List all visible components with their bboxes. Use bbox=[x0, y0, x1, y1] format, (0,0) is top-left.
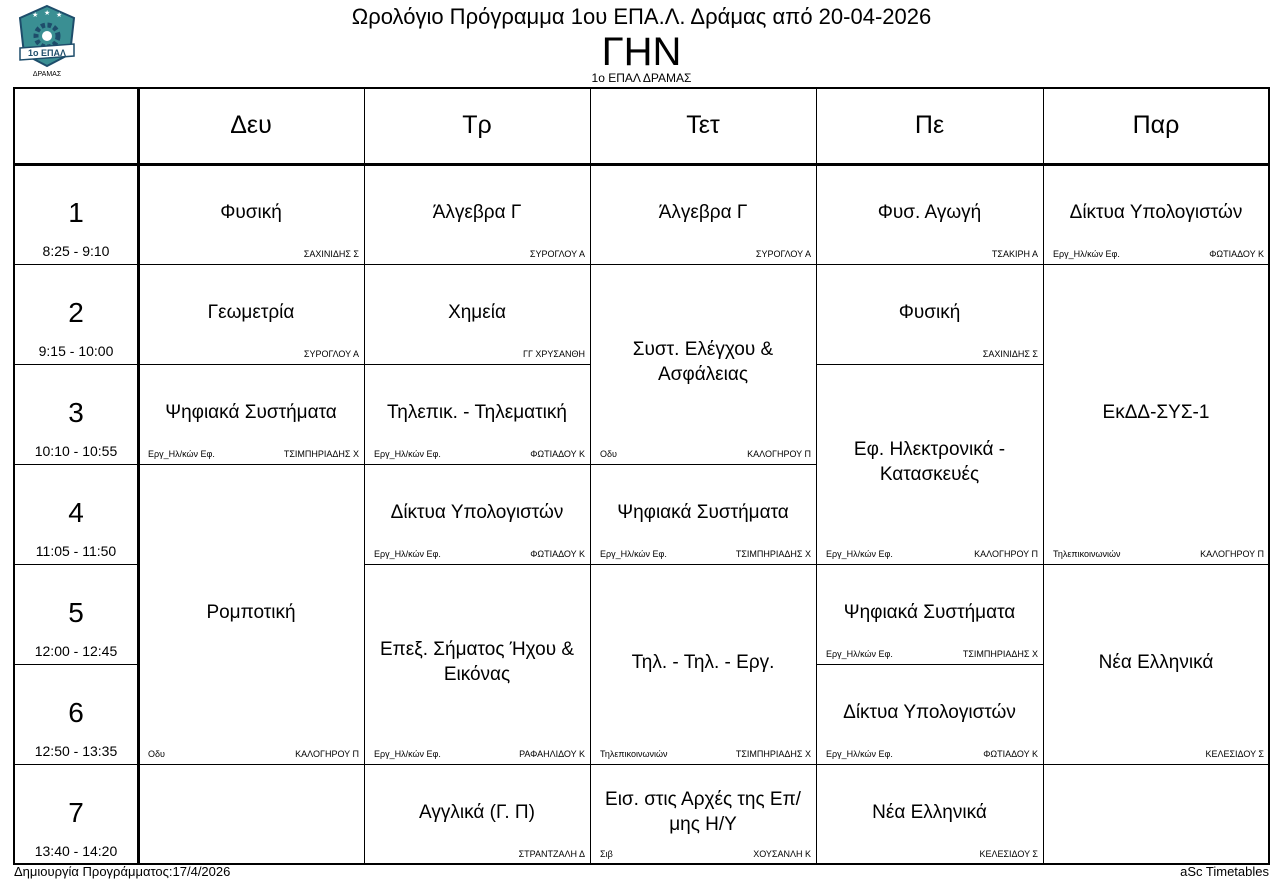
day-header: Τρ bbox=[462, 111, 492, 139]
lesson-cell bbox=[590, 764, 816, 864]
lesson-cell bbox=[364, 564, 590, 764]
lesson-room: Οδυ bbox=[148, 749, 165, 759]
period-time: 11:05 - 11:50 bbox=[35, 543, 117, 559]
lesson-teacher: ΣΤΡΑΝΤΖΑΛΗ Δ bbox=[518, 849, 585, 859]
lesson-room: Εργ_Ηλ/κών Εφ. bbox=[600, 549, 667, 559]
lesson-room: Σιβ bbox=[600, 849, 613, 859]
lesson-teacher: ΣΥΡΟΓΛΟΥ Α bbox=[529, 249, 585, 259]
lesson-teacher: ΣΑΧΙΝΙΔΗΣ Σ bbox=[303, 249, 359, 259]
lesson-teacher: ΚΑΛΟΓΗΡΟΥ Π bbox=[1200, 549, 1264, 559]
software-credit: aSc Timetables bbox=[1180, 864, 1269, 879]
lesson-room: Εργ_Ηλ/κών Εφ. bbox=[148, 449, 215, 459]
page-title: Ωρολόγιο Πρόγραμμα 1ου ΕΠΑ.Λ. Δράμας από 20-04-2026 bbox=[351, 4, 932, 29]
lesson-room: Εργ_Ηλ/κών Εφ. bbox=[826, 649, 893, 659]
lesson-room: Εργ_Ηλ/κών Εφ. bbox=[1053, 249, 1120, 259]
day-header: Τετ bbox=[686, 111, 720, 139]
period-row-divider bbox=[14, 464, 138, 465]
lesson-cell bbox=[816, 264, 1043, 364]
lesson-cell bbox=[816, 664, 1043, 764]
lesson-cell-border bbox=[364, 864, 590, 865]
lesson-cell bbox=[138, 364, 364, 464]
lesson-cell bbox=[364, 464, 590, 564]
lesson-teacher: ΣΑΧΙΝΙΔΗΣ Σ bbox=[982, 349, 1038, 359]
school-name: 1ο ΕΠΑΛ ΔΡΑΜΑΣ bbox=[591, 71, 692, 85]
lesson-subject: Τηλεπικ. - Τηλεματική bbox=[387, 402, 567, 423]
lesson-room: Εργ_Ηλ/κών Εφ. bbox=[374, 549, 441, 559]
period-number: 4 bbox=[68, 497, 84, 528]
lesson-cell bbox=[138, 764, 364, 864]
period-row-divider bbox=[14, 764, 138, 765]
lesson-subject: Συστ. Ελέγχου & Ασφάλειας bbox=[632, 339, 774, 385]
period-number: 7 bbox=[68, 797, 84, 828]
lesson-subject: Ψηφιακά Συστήματα bbox=[843, 602, 1016, 623]
day-header: Πε bbox=[914, 111, 945, 139]
lesson-teacher: ΤΣΑΚΙΡΗ Α bbox=[991, 249, 1038, 259]
lesson-cell bbox=[364, 164, 590, 264]
lesson-cell bbox=[816, 764, 1043, 864]
lesson-subject: Δίκτυα Υπολογιστών bbox=[390, 502, 564, 523]
period-time: 13:40 - 14:20 bbox=[34, 843, 118, 859]
lesson-cell bbox=[816, 164, 1043, 264]
lesson-teacher: ΦΩΤΙΑΔΟΥ Κ bbox=[530, 449, 585, 459]
lesson-teacher: ΓΓ ΧΡΥΣΑΝΘΗ bbox=[523, 349, 585, 359]
lesson-subject: Άλγεβρα Γ bbox=[658, 202, 748, 223]
lesson-teacher: ΤΣΙΜΠΗΡΙΑΔΗΣ Χ bbox=[735, 749, 811, 759]
lesson-subject: Ψηφιακά Συστήματα bbox=[165, 402, 337, 423]
lesson-subject: Φυσική bbox=[220, 202, 282, 223]
period-number: 3 bbox=[68, 397, 84, 428]
lesson-teacher: ΦΩΤΙΑΔΟΥ Κ bbox=[530, 549, 585, 559]
lesson-teacher: ΚΕΛΕΣΙΔΟΥ Σ bbox=[1205, 749, 1264, 759]
lesson-subject: Επεξ. Σήματος Ήχου & Εικόνας bbox=[379, 639, 575, 685]
lesson-cell bbox=[1043, 564, 1269, 764]
lesson-cell bbox=[590, 164, 816, 264]
lesson-teacher: ΤΣΙΜΠΗΡΙΑΔΗΣ Χ bbox=[283, 449, 359, 459]
lesson-cell bbox=[138, 464, 364, 764]
lesson-subject: Ρομποτική bbox=[206, 602, 296, 623]
lesson-subject: Φυσ. Αγωγή bbox=[877, 202, 982, 223]
lesson-subject: Νέα Ελληνικά bbox=[872, 802, 987, 823]
period-time: 12:50 - 13:35 bbox=[34, 743, 118, 759]
period-row-divider bbox=[14, 664, 138, 665]
period-row-divider bbox=[14, 564, 138, 565]
lesson-cell bbox=[364, 264, 590, 364]
lesson-subject: Αγγλικά (Γ. Π) bbox=[419, 802, 535, 823]
lesson-cell bbox=[1043, 164, 1269, 264]
lesson-room: Εργ_Ηλ/κών Εφ. bbox=[374, 449, 441, 459]
period-number: 1 bbox=[68, 197, 84, 228]
lesson-room: Εργ_Ηλ/κών Εφ. bbox=[374, 749, 441, 759]
lesson-subject: Τηλ. - Τηλ. - Εργ. bbox=[631, 652, 775, 673]
lesson-cell bbox=[1043, 764, 1269, 864]
lesson-subject: Εφ. Ηλεκτρονικά - Κατασκευές bbox=[853, 439, 1006, 485]
period-time: 8:25 - 9:10 bbox=[42, 243, 110, 259]
lesson-room: Εργ_Ηλ/κών Εφ. bbox=[826, 549, 893, 559]
lesson-cell bbox=[816, 564, 1043, 664]
period-number: 6 bbox=[68, 697, 84, 728]
lesson-teacher: ΚΑΛΟΓΗΡΟΥ Π bbox=[974, 549, 1038, 559]
lesson-cell bbox=[590, 564, 816, 764]
lesson-teacher: ΚΕΛΕΣΙΔΟΥ Σ bbox=[979, 849, 1038, 859]
lesson-cell bbox=[364, 764, 590, 864]
logo-subtext: ΔΡΑΜΑΣ bbox=[32, 71, 62, 78]
creation-date: Δημιουργία Προγράμματος:17/4/2026 bbox=[14, 864, 231, 879]
lesson-subject: Νέα Ελληνικά bbox=[1098, 652, 1214, 673]
lesson-teacher: ΦΩΤΙΑΔΟΥ Κ bbox=[983, 749, 1038, 759]
lesson-teacher: ΣΥΡΟΓΛΟΥ Α bbox=[303, 349, 359, 359]
period-number: 5 bbox=[68, 597, 84, 628]
lesson-teacher: ΦΩΤΙΑΔΟΥ Κ bbox=[1209, 249, 1264, 259]
lesson-cell bbox=[138, 264, 364, 364]
lesson-subject: Εισ. στις Αρχές της Επ/μης Η/Υ bbox=[605, 789, 801, 835]
lesson-teacher: ΣΥΡΟΓΛΟΥ Α bbox=[755, 249, 811, 259]
lesson-cell-border bbox=[590, 864, 816, 865]
svg-text:★: ★ bbox=[56, 12, 63, 19]
lesson-subject: Χημεία bbox=[448, 302, 506, 323]
lesson-room: Τηλεπικοινωνιών bbox=[1053, 549, 1121, 559]
lesson-cell-border bbox=[816, 864, 1043, 865]
period-row-divider bbox=[14, 364, 138, 365]
period-time: 10:10 - 10:55 bbox=[34, 443, 118, 459]
lesson-room: Εργ_Ηλ/κών Εφ. bbox=[826, 749, 893, 759]
lesson-teacher: ΤΣΙΜΠΗΡΙΑΔΗΣ Χ bbox=[735, 549, 811, 559]
period-time: 9:15 - 10:00 bbox=[38, 343, 114, 359]
lesson-teacher: ΧΟΥΣΑΝΛΗ Κ bbox=[753, 849, 811, 859]
lesson-teacher: ΡΑΦΑΗΛΙΔΟΥ Κ bbox=[519, 749, 585, 759]
lesson-subject: Φυσική bbox=[898, 302, 961, 323]
lesson-cell bbox=[590, 264, 816, 464]
day-header: Δευ bbox=[230, 111, 272, 139]
lesson-subject: ΕκΔΔ-ΣΥΣ-1 bbox=[1102, 402, 1210, 423]
lesson-subject: Δίκτυα Υπολογιστών bbox=[843, 702, 1016, 723]
period-number: 2 bbox=[68, 297, 84, 328]
logo-text: 1ο ΕΠΑΛ bbox=[27, 48, 67, 58]
lesson-room: Τηλεπικοινωνιών bbox=[600, 749, 668, 759]
lesson-cell bbox=[364, 364, 590, 464]
lesson-room: Οδυ bbox=[600, 449, 617, 459]
period-row-divider bbox=[14, 264, 138, 265]
lesson-teacher: ΚΑΛΟΓΗΡΟΥ Π bbox=[295, 749, 359, 759]
lesson-teacher: ΚΑΛΟΓΗΡΟΥ Π bbox=[747, 449, 811, 459]
lesson-subject: Ψηφιακά Συστήματα bbox=[617, 502, 789, 523]
lesson-cell bbox=[590, 464, 816, 564]
lesson-subject: Άλγεβρα Γ bbox=[432, 202, 522, 223]
lesson-cell bbox=[1043, 264, 1269, 564]
lesson-cell bbox=[138, 164, 364, 264]
lesson-subject: Γεωμετρία bbox=[207, 302, 295, 323]
lesson-subject: Δίκτυα Υπολογιστών bbox=[1069, 202, 1243, 223]
lesson-teacher: ΤΣΙΜΠΗΡΙΑΔΗΣ Χ bbox=[962, 649, 1038, 659]
svg-text:★: ★ bbox=[32, 12, 39, 19]
day-header: Παρ bbox=[1132, 111, 1180, 139]
class-name: ΓΗΝ bbox=[601, 30, 682, 74]
period-time: 12:00 - 12:45 bbox=[34, 643, 118, 659]
lesson-cell bbox=[816, 364, 1043, 564]
svg-text:★: ★ bbox=[44, 10, 51, 17]
